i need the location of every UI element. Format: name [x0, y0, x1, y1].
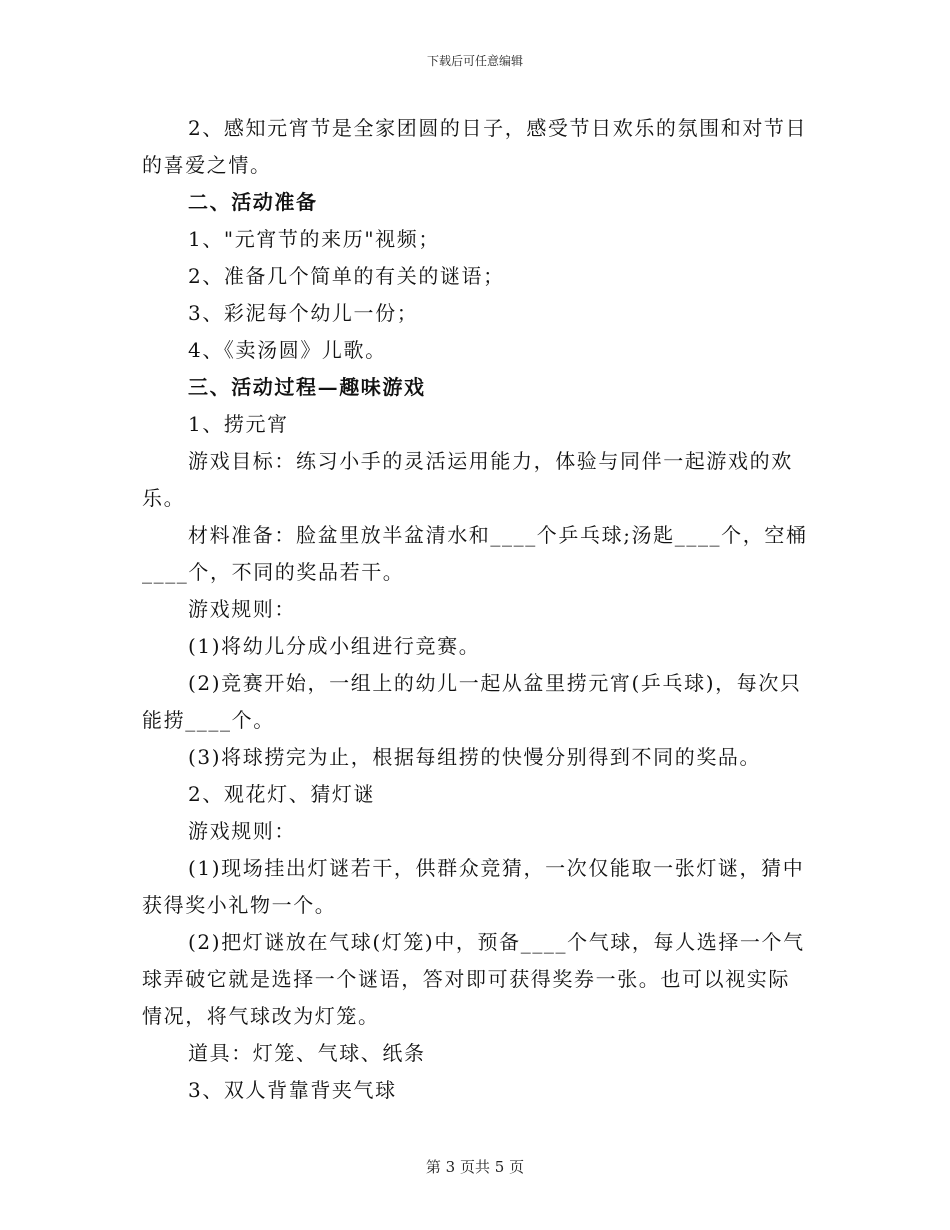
paragraph: (2)竞赛开始，一组上的幼儿一起从盆里捞元宵(乒乓球)，每次只能捞____个。 — [142, 671, 802, 732]
paragraph: 2、感知元宵节是全家团圆的日子，感受节日欢乐的氛围和对节日的喜爱之情。 — [142, 116, 808, 177]
paragraph: (1)将幼儿分成小组进行竞赛。 — [188, 634, 481, 658]
paragraph: 2、准备几个简单的有关的谜语； — [188, 264, 505, 288]
paragraph: 1、捞元宵 — [188, 412, 289, 436]
document-body — [142, 110, 810, 1109]
section-heading: 二、活动准备 — [188, 190, 318, 214]
paragraph: (3)将球捞完为止，根据每组捞的快慢分别得到不同的奖品。 — [188, 745, 762, 769]
section-heading: 三、活动过程—趣味游戏 — [188, 375, 426, 399]
paragraph: 游戏目标：练习小手的灵活运用能力，体验与同伴一起游戏的欢乐。 — [142, 449, 793, 510]
page-header: 下载后可任意编辑 — [426, 54, 523, 68]
paragraph: (2)把灯谜放在气球(灯笼)中，预备____个气球，每人选择一个气球弄破它就是选择一个谜语，答对即可获得奖券一张。也可以视实际情况，将气球改为灯笼。 — [142, 930, 805, 1028]
paragraph: 道具：灯笼、气球、纸条 — [188, 1041, 426, 1065]
paragraph: 1、"元宵节的来历"视频； — [188, 227, 440, 251]
paragraph: 2、观花灯、猜灯谜 — [188, 782, 376, 806]
paragraph: 3、双人背靠背夹气球 — [188, 1078, 397, 1102]
paragraph: 游戏规则： — [188, 819, 296, 843]
paragraph: 材料准备：脸盆里放半盆清水和____个乒乓球;汤匙____个，空桶____个，不同的奖品若干。 — [142, 523, 808, 584]
page-footer: 第 3 页共 5 页 — [425, 1158, 525, 1176]
paragraph: 3、彩泥每个幼儿一份； — [188, 301, 419, 325]
paragraph: (1)现场挂出灯谜若干，供群众竞猜，一次仅能取一张灯谜，猜中获得奖小礼物一个。 — [142, 856, 805, 917]
paragraph: 游戏规则： — [188, 597, 296, 621]
paragraph: 4、《卖汤圆》儿歌。 — [188, 338, 387, 362]
